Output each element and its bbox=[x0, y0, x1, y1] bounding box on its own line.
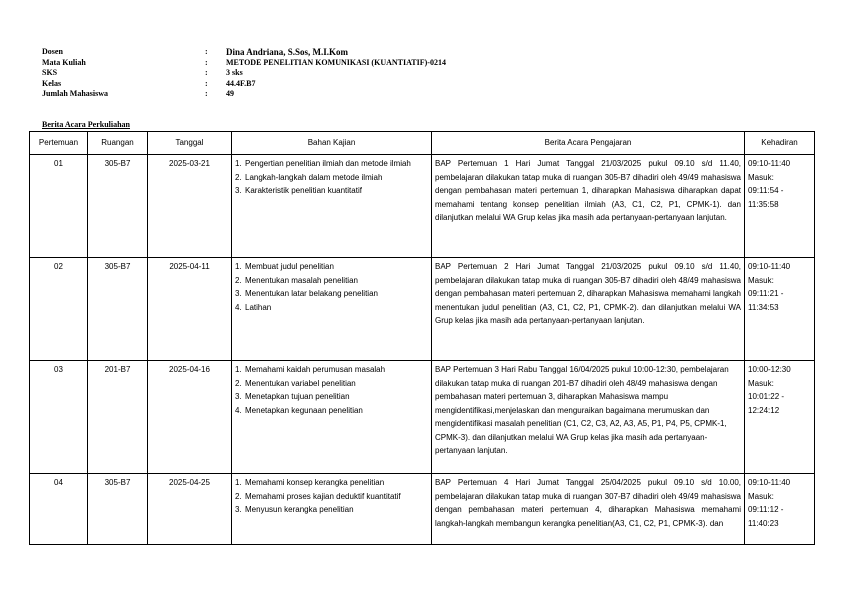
cell-berita-acara: BAP Pertemuan 3 Hari Rabu Tanggal 16/04/2025 pukul 10:00-12:30, pembelajaran dilakukan tatap muka di ruangan 201-B7 dihadiri oleh 48/49 mahasiswa dengan pembahasan materi pertemuan 3, diharapkan Mahasiswa mampu mengidentifikasi,menjelaskan dan menguraikan bagaimana merumuskan dan mengidentifikasi masalah penelitian (C1, C2, C3, A2, A3, A5, P1, P4, P5, CPMK-1, CPMK-3). dan dilanjutkan melalui WA Grup kelas jika masih ada pertanyaan-pertanyaan lanjutan. bbox=[432, 361, 745, 474]
cell-berita-acara: BAP Pertemuan 4 Hari Jumat Tanggal 25/04/2025 pukul 09.10 s/d 10.00, pembelajaran dilakukan tatap muka di ruangan 307-B7 dihadiri oleh 49/49 mahasiswa dengan pembahasan materi pertemuan 4, diharapkan Mahasiswa memahami langkah-langkah membangun kerangka penelitian(A3, C1, C2, P1, CPMK-3). dan bbox=[432, 474, 745, 545]
table-row bbox=[30, 361, 815, 474]
list-item: 1. Membuat judul penelitian bbox=[235, 262, 334, 271]
info-label: Kelas bbox=[42, 78, 62, 88]
list-item: 3. Menetapkan tujuan penelitian bbox=[235, 392, 350, 401]
cell-pertemuan: 02 bbox=[30, 258, 88, 361]
info-row-sks bbox=[42, 68, 446, 79]
lecture-report-table bbox=[29, 131, 815, 545]
cell-kehadiran: 09:10-11:40 Masuk: 09:11:12 - 11:40:23 bbox=[745, 474, 815, 545]
info-row-mata-kuliah bbox=[42, 58, 446, 69]
cell-ruangan: 305-B7 bbox=[88, 474, 148, 545]
info-value: 49 bbox=[226, 89, 234, 98]
cell-ruangan: 305-B7 bbox=[88, 258, 148, 361]
list-item: 4. Menetapkan kegunaan penelitian bbox=[235, 405, 363, 415]
table-row bbox=[30, 474, 815, 545]
column-header-tanggal: Tanggal bbox=[148, 132, 232, 155]
cell-berita-acara: BAP Pertemuan 2 Hari Jumat Tanggal 21/03/2025 pukul 09.10 s/d 11.40, pembelajaran dilakukan tatap muka di ruangan 305-B7 dihadiri oleh 48/49 mahasiswa dengan pembahasan materi pertemuan 2, diharapkan Mahasiswa memahami langkah menentukan judul penelitian (A3, C1, C2, P1, CPMK-2). dan dilanjutkan melalui WA Grup kelas jika masih ada pertanyaan-pertanyaan lanjutan. bbox=[432, 258, 745, 361]
column-header-kehadiran: Kehadiran bbox=[745, 132, 815, 155]
list-item: 3. Menyusun kerangka penelitian bbox=[235, 505, 354, 514]
info-colon: : bbox=[205, 68, 208, 77]
cell-berita-acara: BAP Pertemuan 1 Hari Jumat Tanggal 21/03/2025 pukul 09.10 s/d 11.40, pembelajaran dilakukan tatap muka di ruangan 305-B7 dihadiri oleh 49/49 mahasiswa dengan pembahasan materi pertemuan 1, diharapkan Mahasiswa diharapkan dapat memahami tentang konsep penelitian ilmiah (A3, C1, C2, P1, CPMK-1). dan dilanjutkan melalui WA Grup kelas jika masih ada pertanyaan-pertanyaan lanjutan. bbox=[432, 155, 745, 258]
cell-kehadiran: 09:10-11:40 Masuk: 09:11:21 - 11:34:53 bbox=[745, 258, 815, 361]
info-row-kelas bbox=[42, 79, 446, 90]
info-label: SKS bbox=[42, 68, 58, 77]
info-value: 44.4F.B7 bbox=[226, 78, 256, 88]
info-colon: : bbox=[205, 78, 208, 88]
column-header-bahan-kajian: Bahan Kajian bbox=[232, 132, 432, 155]
section-title: Berita Acara Perkuliahan bbox=[42, 120, 130, 129]
info-label: Mata Kuliah bbox=[42, 57, 86, 67]
cell-tanggal: 2025-04-25 bbox=[148, 474, 232, 545]
list-item: 1. Memahami kaidah perumusan masalah bbox=[235, 365, 386, 374]
table-header-row bbox=[30, 132, 815, 155]
cell-kehadiran: 10:00-12:30 Masuk: 10:01:22 - 12:24:12 bbox=[745, 361, 815, 474]
course-info bbox=[42, 47, 446, 100]
list-item: 2. Memahami proses kajian deduktif kuantitatif bbox=[235, 491, 401, 501]
cell-tanggal: 2025-03-21 bbox=[148, 155, 232, 258]
cell-bahan-kajian bbox=[232, 361, 432, 474]
cell-bahan-kajian bbox=[232, 258, 432, 361]
column-header-berita-acara: Berita Acara Pengajaran bbox=[432, 132, 745, 155]
info-label: Dosen bbox=[42, 47, 63, 56]
list-item: 1. Memahami konsep kerangka penelitian bbox=[235, 478, 385, 487]
cell-ruangan: 305-B7 bbox=[88, 155, 148, 258]
list-item: 4. Latihan bbox=[235, 302, 272, 312]
cell-pertemuan: 03 bbox=[30, 361, 88, 474]
list-item: 2. Langkah-langkah dalam metode ilmiah bbox=[235, 172, 383, 182]
cell-bahan-kajian bbox=[232, 155, 432, 258]
info-row-jumlah-mahasiswa bbox=[42, 89, 446, 100]
list-item: 3. Menentukan latar belakang penelitian bbox=[235, 289, 378, 298]
column-header-ruangan: Ruangan bbox=[88, 132, 148, 155]
list-item: 1. Pengertian penelitian ilmiah dan metode ilmiah bbox=[235, 159, 411, 168]
info-colon: : bbox=[205, 89, 208, 98]
info-label: Jumlah Mahasiswa bbox=[42, 89, 109, 98]
column-header-pertemuan: Pertemuan bbox=[30, 132, 88, 155]
cell-ruangan: 201-B7 bbox=[88, 361, 148, 474]
table-row bbox=[30, 258, 815, 361]
list-item: 2. Menentukan masalah penelitian bbox=[235, 275, 358, 285]
cell-bahan-kajian bbox=[232, 474, 432, 545]
cell-kehadiran: 09:10-11:40 Masuk: 09:11:54 - 11:35:58 bbox=[745, 155, 815, 258]
cell-pertemuan: 04 bbox=[30, 474, 88, 545]
info-value: METODE PENELITIAN KOMUNIKASI (KUANTIATIF)-0214 bbox=[226, 57, 446, 67]
cell-tanggal: 2025-04-11 bbox=[148, 258, 232, 361]
list-item: 3. Karakteristik penelitian kuantitatif bbox=[235, 186, 362, 195]
list-item: 2. Menentukan variabel penelitian bbox=[235, 378, 356, 388]
table-row bbox=[30, 155, 815, 258]
info-row-dosen bbox=[42, 47, 446, 58]
info-value: Dina Andriana, S.Sos, M.I.Kom bbox=[226, 47, 349, 57]
cell-pertemuan: 01 bbox=[30, 155, 88, 258]
cell-tanggal: 2025-04-16 bbox=[148, 361, 232, 474]
info-value: 3 sks bbox=[226, 68, 243, 77]
info-colon: : bbox=[205, 47, 208, 56]
info-colon: : bbox=[205, 57, 208, 67]
